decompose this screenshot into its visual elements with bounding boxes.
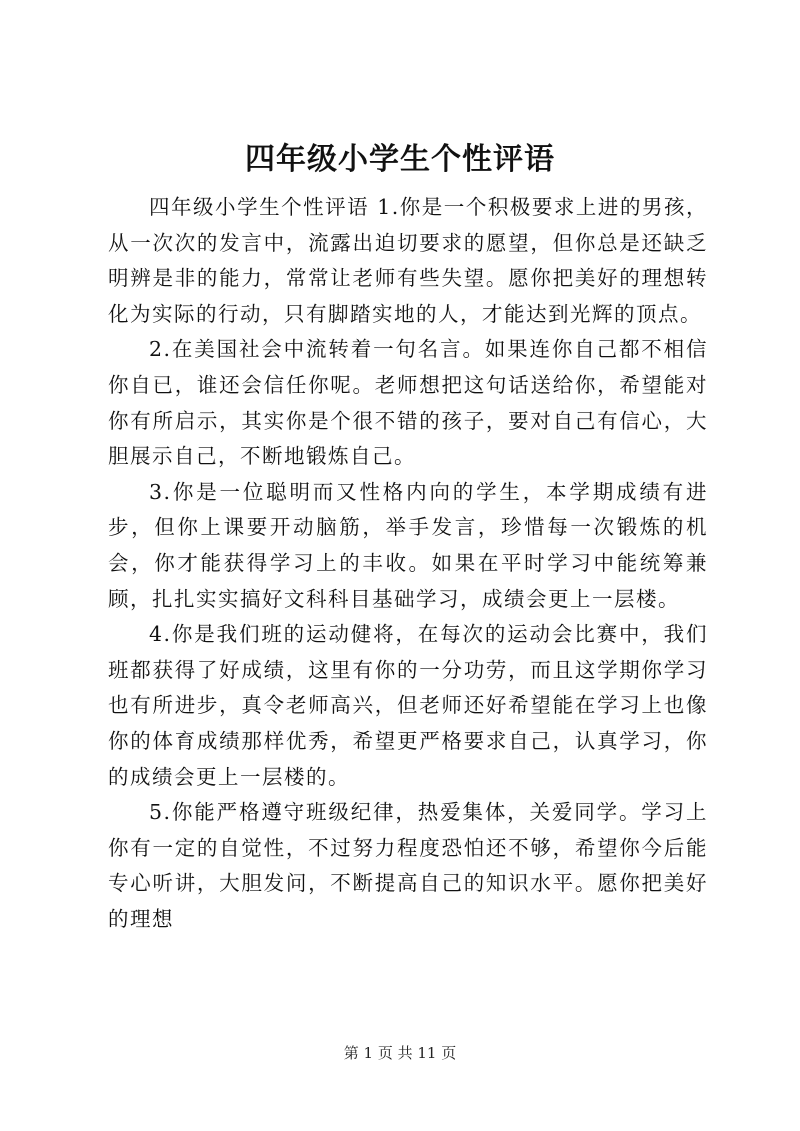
paragraph-2: 2.在美国社会中流转着一句名言。如果连你自己都不相信你自已，谁还会信任你呢。老师想把这句话送给你，希望能对你有所启示，其实你是个很不错的孩子，要对自己有信心，大胆展示自己，不断地锻炼自己。 xyxy=(108,337,708,469)
paragraph-1: 四年级小学生个性评语 1.你是一个积极要求上进的男孩，从一次次的发言中，流露出迫切要求的愿望，但你总是还缺乏明辨是非的能力，常常让老师有些失望。愿你把美好的理想转化为实际的行动，只有脚踏实地的人，才能达到光辉的顶点。 xyxy=(108,195,708,326)
paragraph-5: 5.你能严格遵守班级纪律，热爱集体，关爱同学。学习上你有一定的自觉性，不过努力程度恐怕还不够，希望你今后能专心听讲，大胆发问，不断提高自己的知识水平。愿你把美好的理想 xyxy=(108,800,708,931)
paragraph-4: 4.你是我们班的运动健将，在每次的运动会比赛中，我们班都获得了好成绩，这里有你的一分功劳，而且这学期你学习也有所进步，真令老师高兴，但老师还好希望能在学习上也像你的体育成绩那样优秀，希望更严格要求自己，认真学习，你的成绩会更上一层楼的。 xyxy=(108,622,708,789)
document-body xyxy=(108,190,708,937)
paragraph-3: 3.你是一位聪明而又性格内向的学生，本学期成绩有进步，但你上课要开动脑筋，举手发言，珍惜每一次锻炼的机会，你才能获得学习上的丰收。如果在平时学习中能统筹兼顾，扎扎实实搞好文科科目基础学习，成绩会更上一层楼。 xyxy=(108,479,708,611)
page-title: 四年级小学生个性评语 xyxy=(245,142,555,177)
page-number-footer: 第 1 页 共 11 页 xyxy=(343,1044,457,1062)
